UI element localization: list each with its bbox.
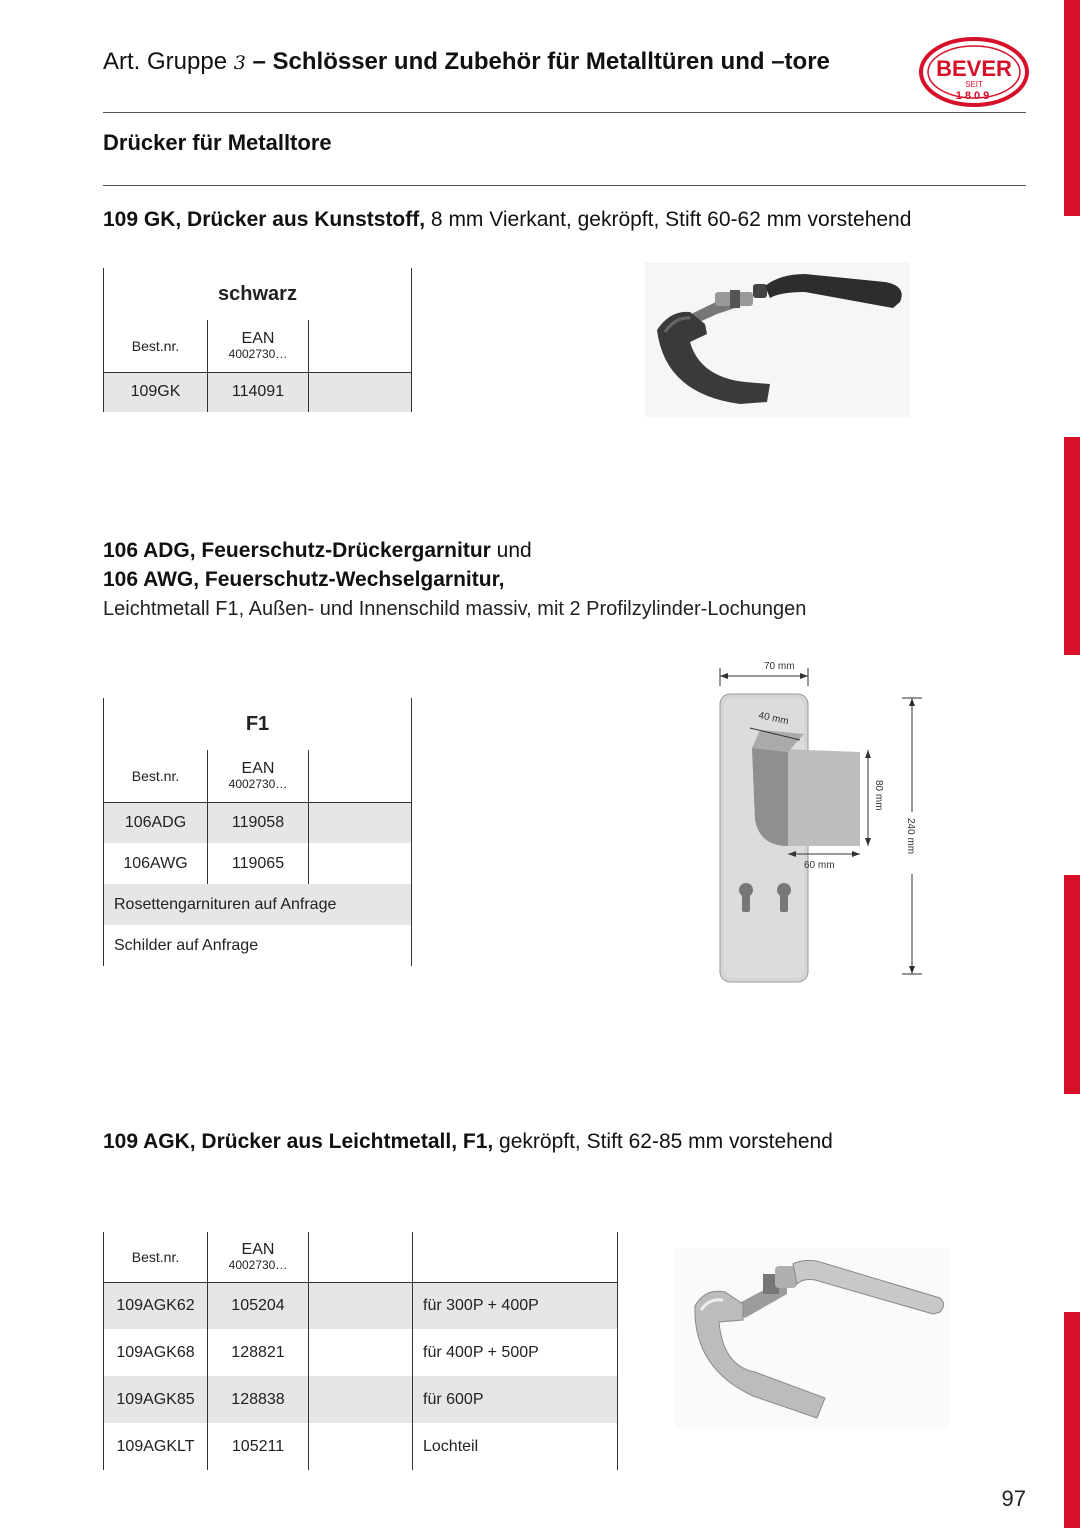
row-bestnr: 109AGK62 — [104, 1282, 208, 1329]
logo-seit: SEIT — [965, 80, 983, 89]
dim-depth: 40 mm — [757, 710, 790, 728]
row-note: Lochteil — [413, 1423, 618, 1470]
row-ean: 105211 — [208, 1423, 309, 1470]
col-ean-label: EAN — [241, 760, 275, 778]
row-empty — [309, 372, 412, 412]
row-ean: 128821 — [208, 1329, 309, 1376]
col-ean — [208, 1232, 309, 1282]
row-empty — [309, 1376, 413, 1423]
row-ean: 119058 — [208, 802, 309, 843]
product-1-caption: schwarz — [104, 268, 412, 320]
row-ean: 128838 — [208, 1376, 309, 1423]
row-note: für 400P + 500P — [413, 1329, 618, 1376]
product-3-name: 109 AGK, Drücker aus Leichtmetall, F1, — [103, 1130, 494, 1153]
row-ean: 119065 — [208, 843, 309, 884]
col-ean — [208, 320, 309, 372]
row-note: für 600P — [413, 1376, 618, 1423]
row-bestnr: 106ADG — [104, 802, 208, 843]
table-row — [104, 1282, 618, 1329]
bever-logo — [918, 36, 1030, 108]
product-3-spec: gekröpft, Stift 62-85 mm vorstehend — [493, 1130, 833, 1153]
art-group-prefix: Art. Gruppe — [103, 48, 234, 75]
index-tab-2 — [1064, 437, 1080, 655]
product-1-spec: 8 mm Vierkant, gekröpft, Stift 60-62 mm vorstehend — [425, 208, 912, 231]
row-empty — [309, 1423, 413, 1470]
dim-total: 240 mm — [905, 818, 916, 855]
page-header — [103, 48, 830, 76]
art-group-number: 3 — [233, 52, 246, 74]
col-ean-prefix: 4002730… — [228, 776, 288, 791]
row-note: für 300P + 400P — [413, 1282, 618, 1329]
page-number: 97 — [1001, 1486, 1026, 1511]
note-rosetten: Rosettengarnituren auf Anfrage — [104, 884, 412, 925]
table-row — [104, 802, 412, 843]
row-empty — [309, 843, 412, 884]
index-tab-3 — [1064, 875, 1080, 1094]
logo-brand: BEVER — [936, 56, 1012, 81]
product-1-name: 109 GK, Drücker aus Kunststoff, — [103, 208, 426, 231]
product-3-heading — [103, 1130, 833, 1154]
col-ean — [208, 750, 309, 802]
col-empty — [309, 320, 412, 372]
section-title: Drücker für Metalltore — [103, 130, 332, 155]
product-2-heading-1 — [103, 539, 532, 563]
index-tab-4 — [1064, 1312, 1080, 1528]
col-empty — [309, 750, 412, 802]
fire-protection-set-drawing — [700, 650, 940, 990]
table-row — [104, 372, 412, 412]
table-row — [104, 1329, 618, 1376]
row-bestnr: 109AGKLT — [104, 1423, 208, 1470]
product-2-description: Leichtmetall F1, Außen- und Innenschild massiv, mit 2 Profilzylinder-Lochungen — [103, 598, 807, 620]
row-empty — [309, 1282, 413, 1329]
col-empty — [309, 1232, 413, 1282]
section-rule — [103, 185, 1026, 186]
row-bestnr: 106AWG — [104, 843, 208, 884]
product-2-heading-2 — [103, 568, 504, 592]
product-2-name-1: 106 ADG, Feuerschutz-Drückergarnitur — [103, 539, 491, 562]
row-bestnr: 109AGK85 — [104, 1376, 208, 1423]
table-row — [104, 843, 412, 884]
col-ean-prefix: 4002730… — [228, 1257, 288, 1272]
col-bestnr: Best.nr. — [104, 320, 208, 372]
col-ean-label: EAN — [241, 330, 275, 348]
row-bestnr: 109GK — [104, 372, 208, 412]
note-schilder: Schilder auf Anfrage — [104, 925, 412, 966]
product-2-connector: und — [490, 539, 532, 562]
product-1-table — [103, 268, 412, 412]
dim-height: 80 mm — [873, 780, 884, 811]
table-row — [104, 884, 412, 925]
row-empty — [309, 802, 412, 843]
table-row — [104, 925, 412, 966]
col-ean-prefix: 4002730… — [228, 346, 288, 361]
product-2-table — [103, 698, 412, 966]
col-bestnr: Best.nr. — [104, 1232, 208, 1282]
product-3-table — [103, 1232, 618, 1470]
plastic-door-handle-image — [645, 262, 910, 417]
col-ean-label: EAN — [241, 1241, 275, 1259]
col-note — [413, 1232, 618, 1282]
aluminium-door-handle-image — [675, 1248, 950, 1428]
row-ean: 114091 — [208, 372, 309, 412]
dim-lever: 60 mm — [804, 860, 835, 871]
index-tab-1 — [1064, 0, 1080, 216]
product-2-name-2: 106 AWG, Feuerschutz-Wechselgarnitur, — [103, 568, 505, 591]
dim-width: 70 mm — [764, 661, 795, 672]
row-ean: 105204 — [208, 1282, 309, 1329]
header-rule — [103, 112, 1026, 113]
col-bestnr: Best.nr. — [104, 750, 208, 802]
row-bestnr: 109AGK68 — [104, 1329, 208, 1376]
table-row — [104, 1423, 618, 1470]
logo-year: 1809 — [955, 90, 993, 102]
header-title: – Schlösser und Zubehör für Metalltüren und –tore — [252, 48, 830, 75]
product-2-caption: F1 — [104, 698, 412, 750]
table-row — [104, 1376, 618, 1423]
row-empty — [309, 1329, 413, 1376]
product-1-heading — [103, 208, 911, 232]
